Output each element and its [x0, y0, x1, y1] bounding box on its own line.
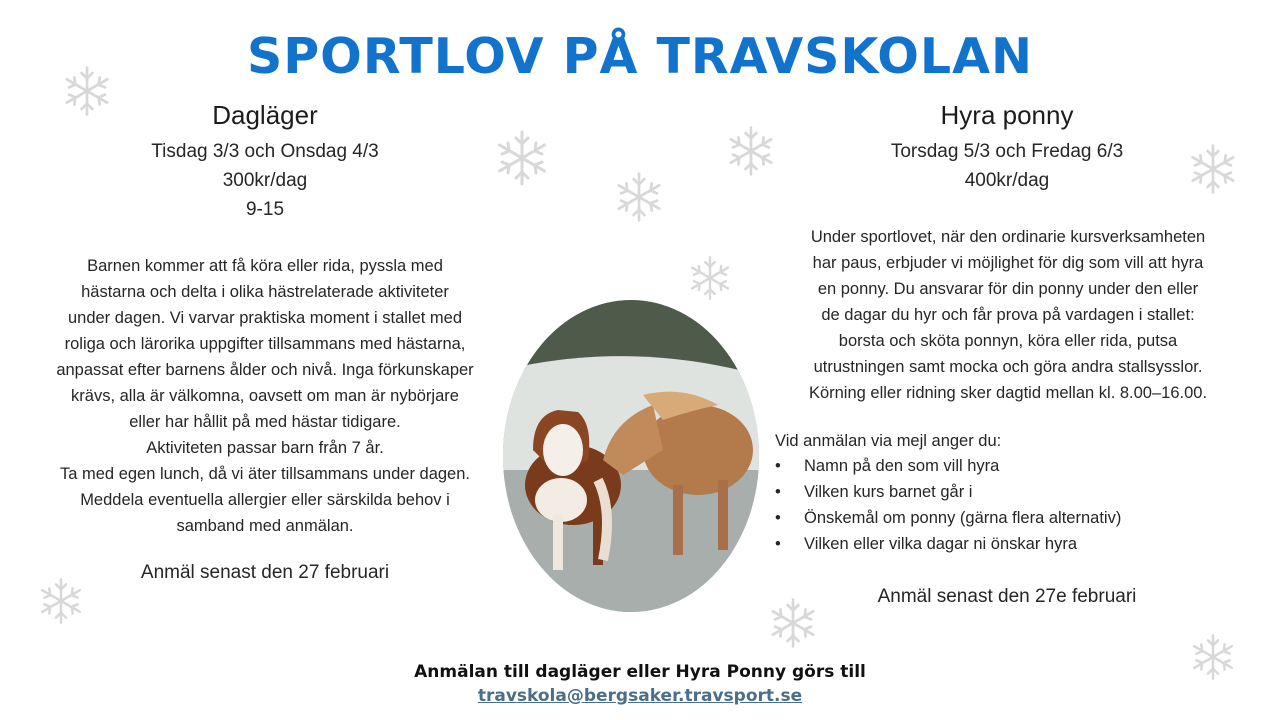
daylager-hours: 9-15	[245, 199, 285, 220]
text-line: de dagar du hyr och får prova på vardagen i stallet:	[821, 306, 1195, 324]
text-line: under dagen. Vi varvar praktiska moment i stallet med	[67, 309, 463, 327]
text-line: hästarna och delta i olika hästrelaterade aktiviteter	[81, 283, 449, 301]
rent-pony-dates: Torsdag 5/3 och Fredag 6/3	[890, 141, 1124, 162]
text-line: Under sportlovet, när den ordinarie kursverksamheten	[810, 228, 1206, 246]
list-item-text: Vilken eller vilka dagar ni önskar hyra	[804, 535, 1077, 553]
signup-requirements-list	[775, 453, 1121, 557]
rent-pony-section	[770, 100, 1244, 195]
daylager-deadline: Anmäl senast den 27 februari	[140, 562, 390, 583]
snowflake-icon	[686, 254, 734, 302]
daylager-price: 300kr/dag	[222, 170, 308, 191]
ponies-photo	[503, 300, 759, 612]
bullet-icon: •	[775, 457, 781, 475]
text-line: samband med anmälan.	[176, 517, 354, 535]
text-line: eller har hållit på med hästar tidigare.	[129, 413, 401, 431]
rent-pony-price: 400kr/dag	[964, 170, 1050, 191]
list-item-text: Önskemål om ponny (gärna flera alternativ)	[804, 509, 1122, 527]
daylager-description	[20, 253, 510, 539]
text-line: Ta med egen lunch, då vi äter tillsammans under dagen.	[60, 465, 470, 483]
rent-pony-deadline: Anmäl senast den 27e februari	[877, 586, 1137, 607]
text-line: roliga och lärorika uppgifter tillsammans med hästarna,	[64, 335, 466, 353]
email-link[interactable]: travskola@bergsaker.travsport.se	[477, 686, 803, 706]
list-item	[775, 531, 1121, 557]
bullet-icon: •	[775, 509, 781, 527]
text-line: en ponny. Du ansvarar för din ponny under den eller	[817, 280, 1199, 298]
text-line: utrustningen samt mocka och göra andra stallsysslor.	[813, 358, 1203, 376]
list-item-text: Namn på den som vill hyra	[804, 457, 1000, 475]
daylager-heading: Dagläger	[212, 100, 318, 130]
list-item-text: Vilken kurs barnet går i	[804, 483, 973, 501]
text-line: Meddela eventuella allergier eller särskilda behov i	[80, 491, 450, 509]
text-line: Barnen kommer att få köra eller rida, pyssla med	[87, 257, 443, 275]
daylager-dates: Tisdag 3/3 och Onsdag 4/3	[151, 141, 379, 162]
page-title: SPORTLOV PÅ TRAVSKOLAN	[246, 28, 1034, 85]
footer	[0, 662, 1280, 706]
signup-info-intro: Vid anmälan via mejl anger du:	[775, 432, 1002, 450]
bullet-icon: •	[775, 535, 781, 553]
list-item	[775, 453, 1121, 479]
footer-text: Anmälan till dagläger eller Hyra Ponny görs till	[414, 662, 866, 682]
snowflake-icon	[612, 170, 666, 224]
rent-pony-description	[772, 224, 1244, 406]
text-line: har paus, erbjuder vi möjlighet för dig som vill att hyra	[812, 254, 1204, 272]
list-item	[775, 505, 1121, 531]
list-item	[775, 479, 1121, 505]
bullet-icon: •	[775, 483, 781, 501]
rent-pony-heading: Hyra ponny	[940, 100, 1074, 130]
daylager-section	[20, 100, 510, 224]
text-line: anpassat efter barnens ålder och nivå. Inga förkunskaper	[56, 361, 474, 379]
text-line: krävs, alla är välkomna, oavsett om man är nybörjare	[71, 387, 459, 405]
text-line: borsta och sköta ponnyn, köra eller rida, putsa	[838, 332, 1178, 350]
text-line: Körning eller ridning sker dagtid mellan kl. 8.00–16.00.	[808, 384, 1208, 402]
text-line: Aktiviteten passar barn från 7 år.	[146, 439, 384, 457]
